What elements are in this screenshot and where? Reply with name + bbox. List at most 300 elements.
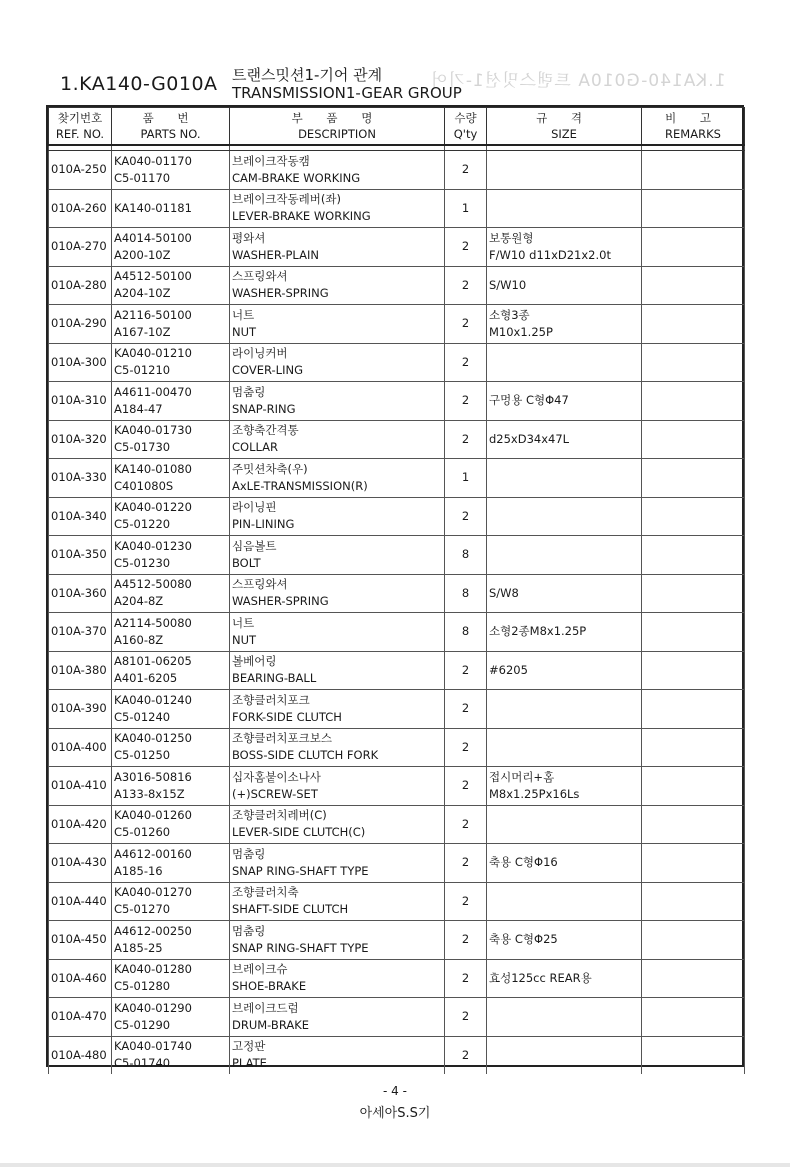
parts-no-cell bbox=[112, 767, 230, 806]
table-row bbox=[49, 420, 745, 459]
description-korean: 주밋션차축(우) bbox=[232, 461, 308, 476]
remarks-cell bbox=[642, 998, 745, 1037]
ref-no-cell: 010A-380 bbox=[49, 651, 112, 690]
description-korean: 멈춤링 bbox=[232, 846, 266, 861]
description-korean: 십자홈붙이소나사 bbox=[232, 769, 321, 784]
parts-no-secondary: A185-25 bbox=[114, 940, 163, 955]
table-row bbox=[49, 189, 745, 228]
qty-cell: 2 bbox=[445, 305, 487, 344]
table-body bbox=[49, 145, 745, 1074]
description-cell bbox=[230, 882, 445, 921]
parts-no-cell bbox=[112, 151, 230, 190]
parts-no-cell bbox=[112, 613, 230, 652]
size-cell bbox=[487, 613, 642, 652]
parts-no-cell bbox=[112, 228, 230, 267]
parts-no-cell bbox=[112, 497, 230, 536]
parts-no-cell bbox=[112, 805, 230, 844]
title-english: TRANSMISSION1-GEAR GROUP bbox=[232, 84, 462, 102]
qty-cell: 2 bbox=[445, 228, 487, 267]
ref-no-cell: 010A-420 bbox=[49, 805, 112, 844]
table-row bbox=[49, 536, 745, 575]
description-korean: 너트 bbox=[232, 307, 255, 322]
col-parts-header bbox=[112, 108, 230, 146]
size-line-1: #6205 bbox=[489, 662, 528, 677]
size-cell bbox=[487, 574, 642, 613]
ref-no-cell: 010A-480 bbox=[49, 1036, 112, 1074]
size-line-1: 보통원형 bbox=[489, 230, 534, 245]
ref-no-cell: 010A-360 bbox=[49, 574, 112, 613]
parts-no-secondary: C5-01260 bbox=[114, 825, 171, 840]
description-cell bbox=[230, 998, 445, 1037]
description-korean: 조향클러치축 bbox=[232, 885, 299, 900]
size-cell bbox=[487, 844, 642, 883]
description-cell bbox=[230, 959, 445, 998]
parts-no-cell bbox=[112, 651, 230, 690]
description-korean: 심음볼트 bbox=[232, 538, 277, 553]
table-row bbox=[49, 382, 745, 421]
remarks-cell bbox=[642, 651, 745, 690]
description-english: SHOE-BRAKE bbox=[232, 979, 307, 994]
parts-no-primary: A3016-50816 bbox=[114, 769, 192, 784]
remarks-cell bbox=[642, 728, 745, 767]
remarks-cell bbox=[642, 420, 745, 459]
ref-no-cell: 010A-340 bbox=[49, 497, 112, 536]
parts-no-secondary: C5-01240 bbox=[114, 709, 171, 724]
size-line-2: F/W10 d11xD21x2.0t bbox=[489, 247, 611, 262]
remarks-cell bbox=[642, 613, 745, 652]
col-ref-header bbox=[49, 108, 112, 146]
table-row bbox=[49, 459, 745, 498]
parts-no-primary: A4512-50080 bbox=[114, 577, 192, 592]
ref-no-cell: 010A-290 bbox=[49, 305, 112, 344]
qty-cell: 8 bbox=[445, 536, 487, 575]
col-ref-en: REF. NO. bbox=[55, 127, 105, 141]
size-cell bbox=[487, 382, 642, 421]
description-english: SNAP RING-SHAFT TYPE bbox=[232, 940, 369, 955]
description-korean: 조향클러치레버(C) bbox=[232, 808, 327, 823]
ref-no-cell: 010A-320 bbox=[49, 420, 112, 459]
title-korean: 트랜스밋션1-기어 관계 bbox=[232, 66, 383, 84]
remarks-cell bbox=[642, 574, 745, 613]
qty-cell: 1 bbox=[445, 189, 487, 228]
size-line-1: 소형2종M8x1.25P bbox=[489, 624, 587, 639]
size-cell bbox=[487, 266, 642, 305]
col-desc-en: DESCRIPTION bbox=[298, 127, 376, 141]
qty-cell: 2 bbox=[445, 690, 487, 729]
description-cell bbox=[230, 420, 445, 459]
size-cell bbox=[487, 151, 642, 190]
remarks-cell bbox=[642, 343, 745, 382]
description-cell bbox=[230, 613, 445, 652]
parts-no-cell bbox=[112, 305, 230, 344]
description-cell bbox=[230, 382, 445, 421]
parts-no-secondary: A200-10Z bbox=[114, 247, 171, 262]
description-english: WASHER-PLAIN bbox=[232, 247, 319, 262]
col-remarks-header bbox=[642, 108, 745, 146]
description-korean: 너트 bbox=[232, 615, 255, 630]
size-cell bbox=[487, 459, 642, 498]
size-line-1: 소형3종 bbox=[489, 307, 530, 322]
parts-no-secondary: A204-8Z bbox=[114, 594, 164, 609]
size-cell bbox=[487, 805, 642, 844]
qty-cell: 2 bbox=[445, 882, 487, 921]
col-qty-header bbox=[445, 108, 487, 146]
ref-no-cell: 010A-350 bbox=[49, 536, 112, 575]
description-korean: 라이닝핀 bbox=[232, 500, 277, 515]
description-english: COVER-LING bbox=[232, 363, 303, 378]
table-row bbox=[49, 767, 745, 806]
size-cell bbox=[487, 998, 642, 1037]
description-cell bbox=[230, 728, 445, 767]
size-cell bbox=[487, 536, 642, 575]
qty-cell: 2 bbox=[445, 959, 487, 998]
parts-no-cell bbox=[112, 420, 230, 459]
description-cell bbox=[230, 767, 445, 806]
parts-no-primary: KA040-01270 bbox=[114, 885, 192, 900]
scan-edge bbox=[0, 1163, 790, 1167]
description-korean: 브레이크작동레버(좌) bbox=[232, 192, 341, 207]
description-korean: 브레이크작동캠 bbox=[232, 153, 310, 168]
table-row bbox=[49, 690, 745, 729]
description-english: DRUM-BRAKE bbox=[232, 1017, 310, 1032]
parts-no-primary: KA040-01240 bbox=[114, 692, 192, 707]
remarks-cell bbox=[642, 805, 745, 844]
size-line-1: S/W10 bbox=[489, 277, 527, 292]
ref-no-cell: 010A-410 bbox=[49, 767, 112, 806]
description-korean: 멈춤링 bbox=[232, 923, 266, 938]
description-cell bbox=[230, 151, 445, 190]
parts-no-primary: KA040-01290 bbox=[114, 1000, 192, 1015]
remarks-cell bbox=[642, 151, 745, 190]
parts-no-cell bbox=[112, 959, 230, 998]
size-line-1: 접시머리+홈 bbox=[489, 769, 555, 784]
description-korean: 조향클러치포크보스 bbox=[232, 731, 332, 746]
description-cell bbox=[230, 305, 445, 344]
parts-no-secondary: A185-16 bbox=[114, 863, 163, 878]
description-korean: 브레이크드럼 bbox=[232, 1000, 299, 1015]
qty-cell: 2 bbox=[445, 844, 487, 883]
remarks-cell bbox=[642, 1036, 745, 1074]
description-english: CAM-BRAKE WORKING bbox=[232, 170, 361, 185]
remarks-cell bbox=[642, 228, 745, 267]
parts-no-primary: KA040-01230 bbox=[114, 538, 192, 553]
parts-no-cell bbox=[112, 574, 230, 613]
size-cell bbox=[487, 959, 642, 998]
description-cell bbox=[230, 651, 445, 690]
size-line-2: M8x1.25Px16Ls bbox=[489, 786, 580, 801]
size-line-2: M10x1.25P bbox=[489, 324, 553, 339]
ref-no-cell: 010A-460 bbox=[49, 959, 112, 998]
size-cell bbox=[487, 343, 642, 382]
table-row bbox=[49, 343, 745, 382]
description-cell bbox=[230, 459, 445, 498]
parts-table bbox=[48, 107, 745, 1074]
parts-no-secondary: C5-01170 bbox=[114, 170, 171, 185]
size-cell bbox=[487, 882, 642, 921]
table-row bbox=[49, 266, 745, 305]
table-row bbox=[49, 921, 745, 960]
description-english: BOSS-SIDE CLUTCH FORK bbox=[232, 748, 379, 763]
size-cell bbox=[487, 497, 642, 536]
size-line-1: d25xD34x47L bbox=[489, 431, 570, 446]
ref-no-cell: 010A-390 bbox=[49, 690, 112, 729]
description-cell bbox=[230, 1036, 445, 1074]
parts-no-cell bbox=[112, 998, 230, 1037]
remarks-cell bbox=[642, 189, 745, 228]
description-cell bbox=[230, 574, 445, 613]
description-cell bbox=[230, 690, 445, 729]
ref-no-cell: 010A-310 bbox=[49, 382, 112, 421]
table-header-row bbox=[49, 108, 745, 146]
table-row bbox=[49, 998, 745, 1037]
ref-no-cell: 010A-400 bbox=[49, 728, 112, 767]
remarks-cell bbox=[642, 690, 745, 729]
parts-no-cell bbox=[112, 690, 230, 729]
parts-no-cell bbox=[112, 459, 230, 498]
description-english: BEARING-BALL bbox=[232, 671, 317, 686]
table-row bbox=[49, 305, 745, 344]
remarks-cell bbox=[642, 921, 745, 960]
ref-no-cell: 010A-440 bbox=[49, 882, 112, 921]
parts-no-cell bbox=[112, 1036, 230, 1074]
size-cell bbox=[487, 728, 642, 767]
qty-cell: 8 bbox=[445, 574, 487, 613]
description-english: LEVER-SIDE CLUTCH(C) bbox=[232, 825, 366, 840]
parts-no-cell bbox=[112, 921, 230, 960]
remarks-cell bbox=[642, 266, 745, 305]
description-cell bbox=[230, 228, 445, 267]
qty-cell: 1 bbox=[445, 459, 487, 498]
table-row bbox=[49, 574, 745, 613]
description-english: NUT bbox=[232, 324, 257, 339]
table-row bbox=[49, 613, 745, 652]
parts-no-primary: KA040-01210 bbox=[114, 346, 192, 361]
parts-no-cell bbox=[112, 343, 230, 382]
description-english: SHAFT-SIDE CLUTCH bbox=[232, 902, 349, 917]
description-cell bbox=[230, 805, 445, 844]
remarks-cell bbox=[642, 882, 745, 921]
size-line-1: 구멍용 C형Φ47 bbox=[489, 393, 569, 408]
parts-no-secondary: C5-01290 bbox=[114, 1017, 171, 1032]
parts-no-cell bbox=[112, 728, 230, 767]
description-english: LEVER-BRAKE WORKING bbox=[232, 209, 371, 224]
col-remarks-en: REMARKS bbox=[665, 127, 721, 141]
description-english: (+)SCREW-SET bbox=[232, 786, 318, 801]
table-row bbox=[49, 151, 745, 190]
remarks-cell bbox=[642, 459, 745, 498]
description-english: FORK-SIDE CLUTCH bbox=[232, 709, 342, 724]
size-line-1: S/W8 bbox=[489, 585, 519, 600]
description-english: PIN-LINING bbox=[232, 517, 295, 532]
description-english: WASHER-SPRING bbox=[232, 594, 329, 609]
description-english: SNAP-RING bbox=[232, 401, 296, 416]
document-code: 1.KA140-G010A bbox=[60, 73, 218, 95]
parts-no-secondary: C5-01210 bbox=[114, 363, 171, 378]
description-english: PLATE bbox=[232, 1056, 267, 1071]
qty-cell: 2 bbox=[445, 420, 487, 459]
size-cell bbox=[487, 305, 642, 344]
page-number: - 4 - bbox=[383, 1084, 407, 1098]
description-english: BOLT bbox=[232, 555, 261, 570]
parts-no-secondary: A401-6205 bbox=[114, 671, 178, 686]
parts-no-secondary: C5-01230 bbox=[114, 555, 171, 570]
parts-no-cell bbox=[112, 536, 230, 575]
qty-cell: 2 bbox=[445, 728, 487, 767]
remarks-cell bbox=[642, 305, 745, 344]
qty-cell: 8 bbox=[445, 613, 487, 652]
parts-no-primary: KA040-01260 bbox=[114, 808, 192, 823]
description-korean: 고정판 bbox=[232, 1039, 266, 1054]
col-ref-kr: 찾기번호 bbox=[57, 111, 103, 125]
description-cell bbox=[230, 343, 445, 382]
remarks-cell bbox=[642, 536, 745, 575]
description-english: SNAP RING-SHAFT TYPE bbox=[232, 863, 369, 878]
parts-no-primary: KA040-01170 bbox=[114, 153, 192, 168]
parts-no-cell bbox=[112, 189, 230, 228]
parts-no-primary: A2116-50100 bbox=[114, 307, 192, 322]
parts-no-primary: A2114-50080 bbox=[114, 615, 192, 630]
qty-cell: 2 bbox=[445, 921, 487, 960]
parts-no-secondary: C401080S bbox=[114, 478, 174, 493]
qty-cell: 2 bbox=[445, 767, 487, 806]
parts-no-primary: A4611-00470 bbox=[114, 384, 192, 399]
size-line-1: 축용 C형Φ25 bbox=[489, 932, 558, 947]
col-size-kr: 규 격 bbox=[536, 111, 592, 125]
col-size-header bbox=[487, 108, 642, 146]
size-cell bbox=[487, 189, 642, 228]
parts-no-cell bbox=[112, 882, 230, 921]
company-name: 아세아S.S기 bbox=[359, 1106, 431, 1121]
remarks-cell bbox=[642, 959, 745, 998]
description-cell bbox=[230, 921, 445, 960]
size-cell bbox=[487, 921, 642, 960]
remarks-cell bbox=[642, 497, 745, 536]
size-cell bbox=[487, 420, 642, 459]
description-english: NUT bbox=[232, 632, 257, 647]
parts-no-primary: KA040-01740 bbox=[114, 1039, 192, 1054]
parts-no-secondary: C5-01740 bbox=[114, 1056, 171, 1071]
remarks-cell bbox=[642, 844, 745, 883]
table-row bbox=[49, 1036, 745, 1074]
size-cell bbox=[487, 228, 642, 267]
col-parts-kr: 품 번 bbox=[142, 111, 199, 125]
qty-cell: 2 bbox=[445, 266, 487, 305]
description-korean: 스프링와셔 bbox=[232, 269, 288, 284]
description-cell bbox=[230, 497, 445, 536]
parts-no-secondary: A160-8Z bbox=[114, 632, 164, 647]
bleed-through-text: 1.KA140-G010A 트랜스밋션1-기어 bbox=[430, 71, 726, 91]
parts-no-primary: KA040-01730 bbox=[114, 423, 192, 438]
description-korean: 평와셔 bbox=[232, 230, 266, 245]
parts-no-cell bbox=[112, 266, 230, 305]
description-cell bbox=[230, 189, 445, 228]
ref-no-cell: 010A-250 bbox=[49, 151, 112, 190]
parts-no-secondary: C5-01250 bbox=[114, 748, 171, 763]
size-cell bbox=[487, 651, 642, 690]
col-desc-header bbox=[230, 108, 445, 146]
size-cell bbox=[487, 1036, 642, 1074]
qty-cell: 2 bbox=[445, 151, 487, 190]
qty-cell: 2 bbox=[445, 805, 487, 844]
ref-no-cell: 010A-430 bbox=[49, 844, 112, 883]
size-line-1: 효성125cc REAR용 bbox=[489, 970, 592, 985]
parts-no-primary: KA140-01181 bbox=[114, 200, 192, 215]
table-row bbox=[49, 651, 745, 690]
ref-no-cell: 010A-300 bbox=[49, 343, 112, 382]
ref-no-cell: 010A-270 bbox=[49, 228, 112, 267]
ref-no-cell: 010A-280 bbox=[49, 266, 112, 305]
description-cell bbox=[230, 266, 445, 305]
description-english: AxLE-TRANSMISSION(R) bbox=[232, 478, 368, 493]
col-desc-kr: 부 품 명 bbox=[291, 111, 383, 125]
remarks-cell bbox=[642, 382, 745, 421]
table-row bbox=[49, 728, 745, 767]
description-korean: 조향클러치포크 bbox=[232, 692, 310, 707]
description-korean: 조향축간격통 bbox=[232, 423, 299, 438]
size-cell bbox=[487, 767, 642, 806]
description-korean: 볼베어링 bbox=[232, 654, 277, 669]
parts-no-primary: KA040-01280 bbox=[114, 962, 192, 977]
ref-no-cell: 010A-370 bbox=[49, 613, 112, 652]
col-qty-kr: 수량 bbox=[454, 111, 477, 125]
description-korean: 멈춤링 bbox=[232, 384, 266, 399]
description-english: WASHER-SPRING bbox=[232, 286, 329, 301]
parts-no-primary: A4612-00250 bbox=[114, 923, 192, 938]
qty-cell: 2 bbox=[445, 651, 487, 690]
table-row bbox=[49, 959, 745, 998]
parts-no-primary: A4512-50100 bbox=[114, 269, 192, 284]
table-row bbox=[49, 228, 745, 267]
ref-no-cell: 010A-260 bbox=[49, 189, 112, 228]
parts-no-primary: KA140-01080 bbox=[114, 461, 192, 476]
table-row bbox=[49, 805, 745, 844]
qty-cell: 2 bbox=[445, 1036, 487, 1074]
table-row bbox=[49, 882, 745, 921]
parts-table-frame bbox=[46, 105, 744, 1071]
parts-no-primary: KA040-01250 bbox=[114, 731, 192, 746]
parts-no-secondary: A184-47 bbox=[114, 401, 163, 416]
parts-no-primary: A4612-00160 bbox=[114, 846, 192, 861]
table-row bbox=[49, 844, 745, 883]
description-cell bbox=[230, 844, 445, 883]
parts-no-secondary: C5-01280 bbox=[114, 979, 171, 994]
qty-cell: 2 bbox=[445, 497, 487, 536]
ref-no-cell: 010A-470 bbox=[49, 998, 112, 1037]
qty-cell: 2 bbox=[445, 382, 487, 421]
parts-no-secondary: A133-8x15Z bbox=[114, 786, 185, 801]
parts-no-cell bbox=[112, 844, 230, 883]
ref-no-cell: 010A-330 bbox=[49, 459, 112, 498]
qty-cell: 2 bbox=[445, 998, 487, 1037]
col-parts-en: PARTS NO. bbox=[140, 127, 201, 141]
col-qty-en: Q'ty bbox=[453, 127, 478, 141]
description-english: COLLAR bbox=[232, 440, 279, 455]
qty-cell: 2 bbox=[445, 343, 487, 382]
description-korean: 브레이크슈 bbox=[232, 962, 288, 977]
description-korean: 스프링와셔 bbox=[232, 577, 288, 592]
parts-no-secondary: C5-01730 bbox=[114, 440, 171, 455]
parts-no-secondary: A167-10Z bbox=[114, 324, 171, 339]
size-cell bbox=[487, 690, 642, 729]
parts-no-secondary: C5-01270 bbox=[114, 902, 171, 917]
parts-no-primary: A4014-50100 bbox=[114, 230, 192, 245]
remarks-cell bbox=[642, 767, 745, 806]
description-korean: 라이닝커버 bbox=[232, 346, 288, 361]
parts-no-primary: A8101-06205 bbox=[114, 654, 192, 669]
parts-no-secondary: C5-01220 bbox=[114, 517, 171, 532]
description-cell bbox=[230, 536, 445, 575]
ref-no-cell: 010A-450 bbox=[49, 921, 112, 960]
